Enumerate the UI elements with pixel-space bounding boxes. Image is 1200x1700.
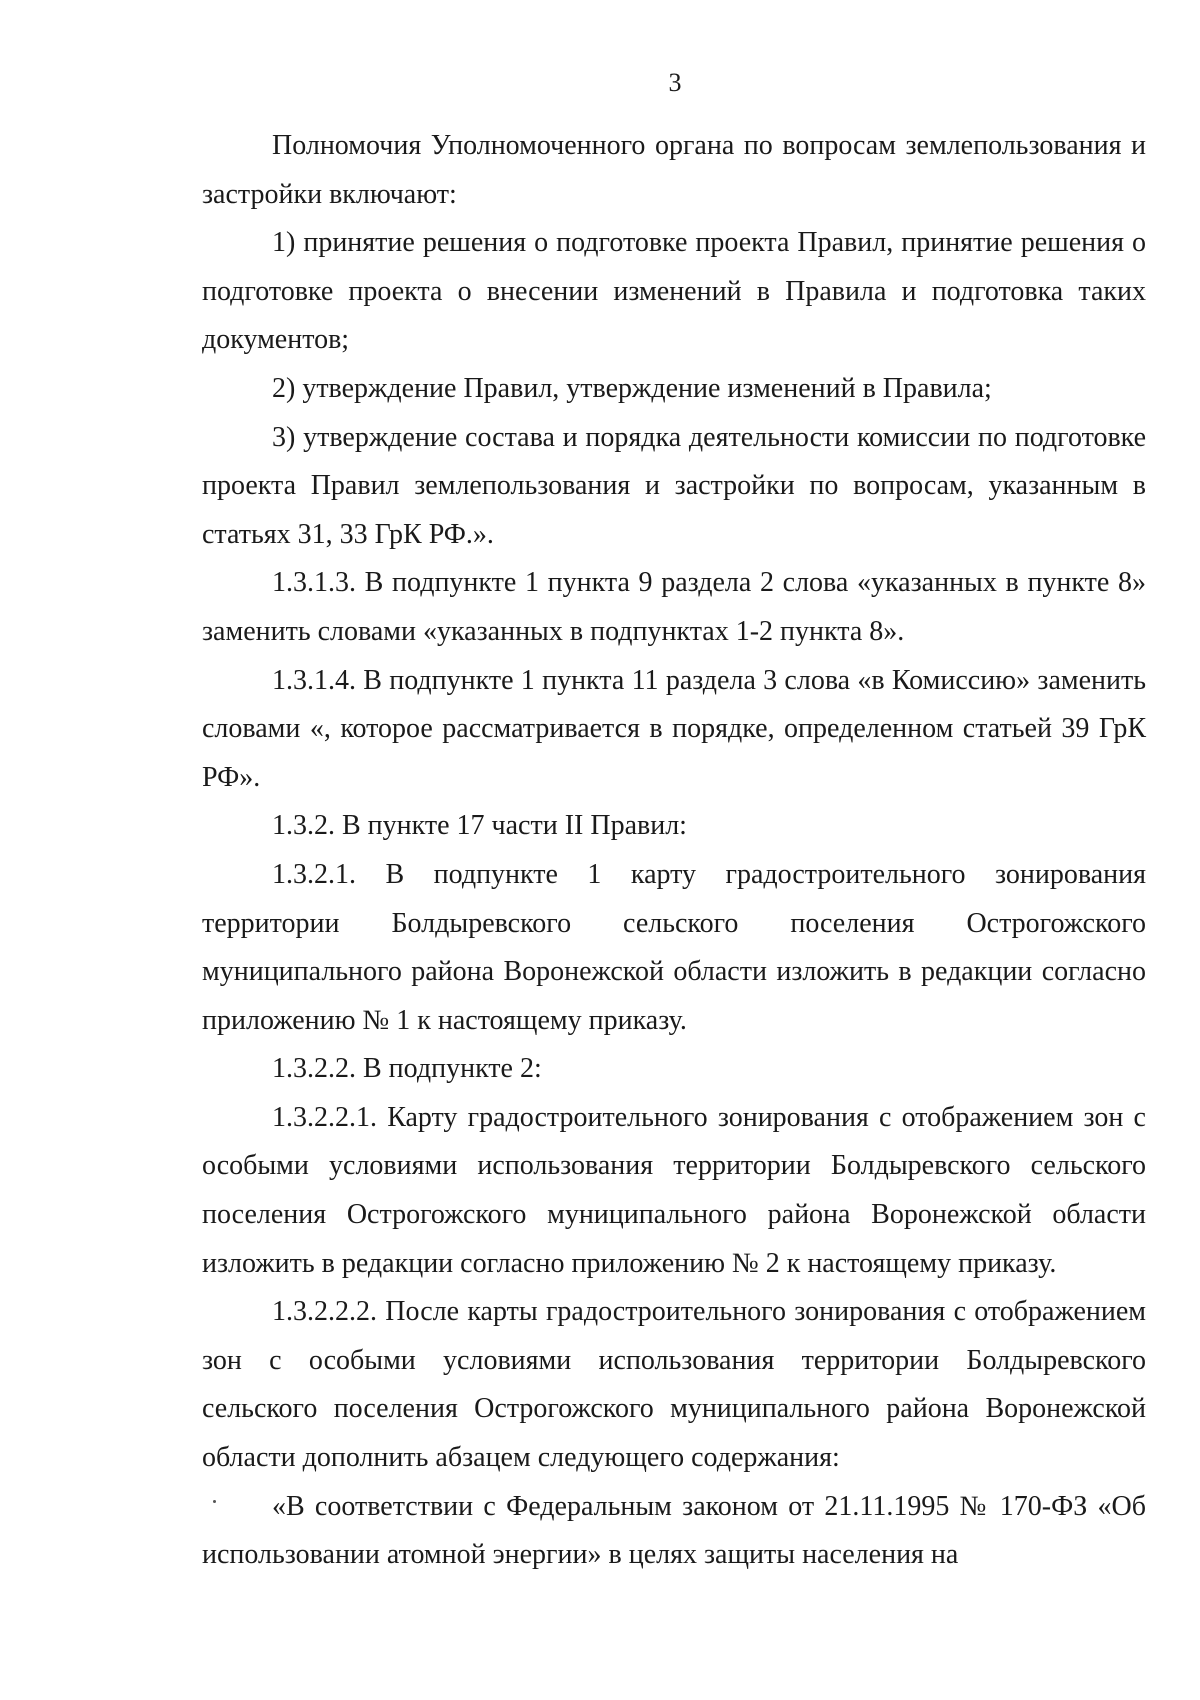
scan-speck xyxy=(213,1500,216,1503)
paragraph-item-2: 2) утверждение Правил, утверждение изменений в Правила; xyxy=(272,372,992,404)
paragraph-item-3: 3) утверждение состава и порядка деятельности комиссии по подготовке проекта Правил землепользования и застройки по вопросам, указанным в статьях 31, 33 ГрК РФ.». xyxy=(202,421,1146,550)
document-body xyxy=(202,122,1146,1580)
paragraph-powers-intro: Полномочия Уполномоченного органа по вопросам землепользования и застройки включают: xyxy=(202,130,1146,210)
paragraph-1-3-2-2-1: 1.3.2.2.1. Карту градостроительного зонирования с отображением зон с особыми условиями использования территории Болдыревского сельского поселения Острогожского муниципального района Воронежской области изложить в редакции согласно приложению № 2 к настоящему приказу. xyxy=(202,1101,1146,1279)
paragraph-1-3-2-2-2: 1.3.2.2.2. После карты градостроительного зонирования с отображением зон с особыми условиями использования территории Болдыревского сельского поселения Острогожского муниципального района Воронежской области дополнить абзацем следующего содержания: xyxy=(202,1296,1146,1474)
paragraph-1-3-1-4: 1.3.1.4. В подпункте 1 пункта 11 раздела 3 слова «в Комиссию» заменить словами «, которое рассматривается в порядке, определенном статьей 39 ГрК РФ». xyxy=(202,664,1146,793)
paragraph-1-3-2-1: 1.3.2.1. В подпункте 1 карту градостроительного зонирования территории Болдыревского сельского поселения Острогожского муниципального района Воронежской области изложить в редакции согласно приложению № 1 к настоящему приказу. xyxy=(202,858,1146,1036)
paragraph-item-1: 1) принятие решения о подготовке проекта Правил, принятие решения о подготовке проекта о внесении изменений в Правила и подготовка таких документов; xyxy=(202,227,1146,356)
page-number: 3 xyxy=(668,68,682,97)
paragraph-1-3-2: 1.3.2. В пункте 17 части II Правил: xyxy=(272,810,687,842)
paragraph-quote-atomic-energy: «В соответствии с Федеральным законом от 21.11.1995 № 170-ФЗ «Об использовании атомной энергии» в целях защиты населения на xyxy=(202,1490,1146,1571)
paragraph-1-3-2-2: 1.3.2.2. В подпункте 2: xyxy=(272,1053,542,1085)
paragraph-1-3-1-3: 1.3.1.3. В подпункте 1 пункта 9 раздела 2 слова «указанных в пункте 8» заменить словами «указанных в подпунктах 1-2 пункта 8». xyxy=(202,567,1146,647)
